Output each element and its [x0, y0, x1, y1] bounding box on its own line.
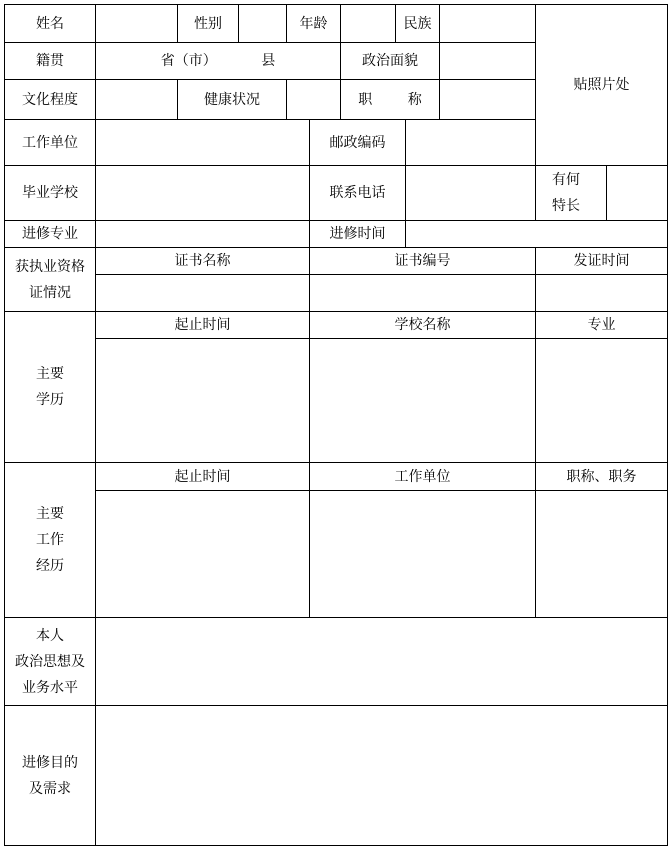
cert-number-field[interactable] — [309, 274, 535, 311]
province-county-label: 省（市） 县 — [160, 53, 276, 69]
work-unit-history-field[interactable] — [309, 490, 535, 617]
work-position-field[interactable] — [535, 490, 668, 617]
education-level-field[interactable] — [95, 79, 177, 119]
title-label: 职 称 — [358, 91, 422, 108]
political-status-field[interactable] — [439, 42, 535, 79]
postal-code-field[interactable] — [405, 119, 535, 165]
study-time-field[interactable] — [405, 220, 668, 247]
label-postal-code: 邮政编码 — [309, 119, 405, 165]
label-title — [340, 79, 439, 119]
header-work-period: 起止时间 — [95, 462, 309, 490]
graduated-school-field[interactable] — [95, 165, 309, 220]
label-gender: 性别 — [177, 4, 238, 42]
header-cert-number: 证书编号 — [309, 247, 535, 274]
label-work-history: 主要 工作 经历 — [4, 462, 95, 617]
label-health: 健康状况 — [177, 79, 286, 119]
header-work-position: 职称、职务 — [535, 462, 668, 490]
label-ethnicity: 民族 — [395, 4, 439, 42]
label-name: 姓名 — [4, 4, 95, 42]
cert-date-field[interactable] — [535, 274, 668, 311]
edu-period-field[interactable] — [95, 338, 309, 462]
work-unit-field[interactable] — [95, 119, 309, 165]
label-work-unit: 工作单位 — [4, 119, 95, 165]
header-cert-name: 证书名称 — [95, 247, 309, 274]
label-education-history: 主要 学历 — [4, 311, 95, 462]
label-political-level: 本人 政治思想及 业务水平 — [4, 617, 95, 705]
phone-field[interactable] — [405, 165, 535, 220]
cert-name-field[interactable] — [95, 274, 309, 311]
specialty-field[interactable] — [606, 165, 668, 220]
photo-area[interactable] — [535, 4, 668, 165]
label-native-place: 籍贯 — [4, 42, 95, 79]
photo-label: 贴照片处 — [573, 77, 630, 93]
title-field[interactable] — [439, 79, 535, 119]
header-edu-major: 专业 — [535, 311, 668, 338]
edu-major-field[interactable] — [535, 338, 668, 462]
label-education-level: 文化程度 — [4, 79, 95, 119]
header-cert-date: 发证时间 — [535, 247, 668, 274]
label-study-major: 进修专业 — [4, 220, 95, 247]
native-place-field[interactable] — [95, 42, 340, 79]
edu-school-field[interactable] — [309, 338, 535, 462]
age-field[interactable] — [340, 4, 395, 42]
name-field[interactable] — [95, 4, 177, 42]
work-period-field[interactable] — [95, 490, 309, 617]
goals-field[interactable] — [95, 705, 668, 846]
label-phone: 联系电话 — [309, 165, 405, 220]
political-level-field[interactable] — [95, 617, 668, 705]
header-edu-period: 起止时间 — [95, 311, 309, 338]
label-political-status: 政治面貌 — [340, 42, 439, 79]
label-goals: 进修目的 及需求 — [4, 705, 95, 846]
header-edu-school: 学校名称 — [309, 311, 535, 338]
label-certificate: 获执业资格 证情况 — [4, 247, 95, 311]
study-major-field[interactable] — [95, 220, 309, 247]
label-age: 年龄 — [286, 4, 340, 42]
gender-field[interactable] — [238, 4, 286, 42]
label-study-time: 进修时间 — [309, 220, 405, 247]
label-specialty: 有何 特长 — [535, 165, 606, 220]
health-field[interactable] — [286, 79, 340, 119]
label-graduated-school: 毕业学校 — [4, 165, 95, 220]
ethnicity-field[interactable] — [439, 4, 535, 42]
header-work-unit: 工作单位 — [309, 462, 535, 490]
